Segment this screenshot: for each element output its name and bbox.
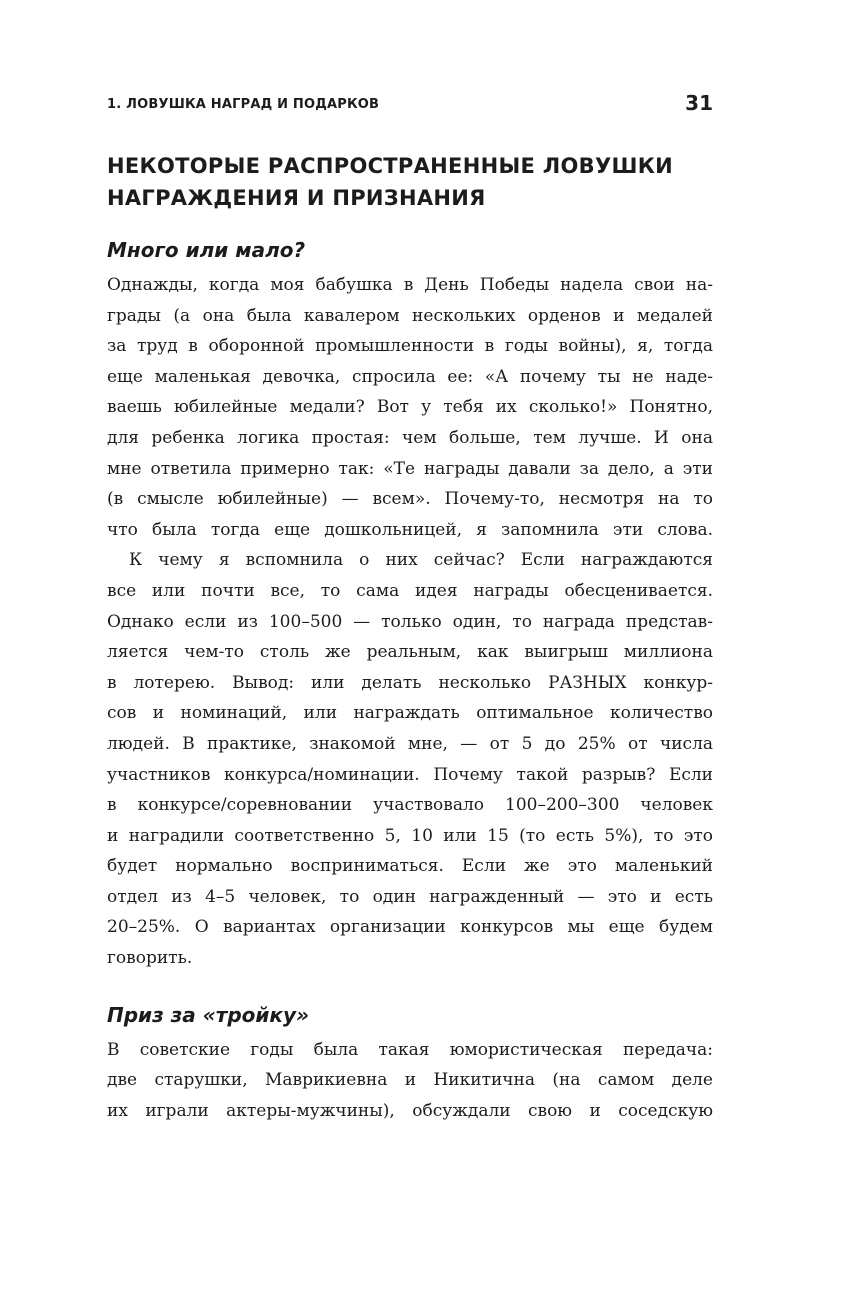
text-line: В советские годы была такая юмористическая передача: xyxy=(107,1039,713,1060)
text-line: еще маленькая девочка, спросила ее: «А почему ты не наде- xyxy=(107,366,713,387)
text-line: все или почти все, то сама идея награды обесценивается. xyxy=(107,580,713,601)
text-line: говорить. xyxy=(107,948,193,969)
text-line: Однажды, когда моя бабушка в День Победы надела свои на- xyxy=(107,275,713,295)
text-line: Однако если из 100–500 — только один, то награда представ- xyxy=(107,611,713,632)
text-line: грады (а она была кавалером нескольких орденов и медалей xyxy=(107,305,713,326)
page-number: 31 xyxy=(685,91,713,115)
paragraph xyxy=(107,1035,713,1127)
text-line: и наградили соответственно 5, 10 или 15 (то есть 5%), то это xyxy=(107,825,713,846)
text-line: что была тогда еще дошкольницей, я запомнила эти слова. xyxy=(107,519,713,540)
section-title xyxy=(107,150,713,214)
page-content xyxy=(107,150,713,1126)
text-line: две старушки, Маврикиевна и Никитична (на самом деле xyxy=(107,1070,713,1091)
text-line: ваешь юбилейные медали? Вот у тебя их сколько!» Понятно, xyxy=(107,397,713,418)
text-line: их играли актеры-мужчины), обсуждали свою и соседскую xyxy=(107,1100,713,1121)
subsection-heading-many-or-few: Много или мало? xyxy=(107,238,306,262)
text-line: для ребенка логика простая: чем больше, тем лучше. И она xyxy=(107,427,713,448)
text-line: участников конкурса/номинации. Почему такой разрыв? Если xyxy=(107,764,713,785)
running-head: 1. ЛОВУШКА НАГРАД И ПОДАРКОВ xyxy=(107,97,380,112)
text-line: отдел из 4–5 человек, то один награжденный — это и есть xyxy=(107,886,713,907)
text-line: (в смысле юбилейные) — всем». Почему-то, несмотря на то xyxy=(107,489,713,510)
text-line: 20–25%. О вариантах организации конкурсов мы еще будем xyxy=(107,917,713,938)
text-line: в конкурсе/соревновании участвовало 100–200–300 человек xyxy=(107,795,713,816)
subsection-heading-prize-for-three: Приз за «тройку» xyxy=(107,1002,310,1027)
text-line: сов и номинаций, или награждать оптимальное количество xyxy=(107,703,713,724)
text-line: будет нормально восприниматься. Если же это маленький xyxy=(107,856,713,877)
text-line: мне ответила примерно так: «Те награды давали за дело, а эти xyxy=(107,458,713,479)
paragraph xyxy=(107,545,713,973)
text-line: за труд в оборонной промышленности в годы войны), я, тогда xyxy=(107,336,713,357)
text-line: людей. В практике, знакомой мне, — от 5 до 25% от числа xyxy=(107,733,713,754)
text-line: К чему я вспомнила о них сейчас? Если награждаются xyxy=(129,550,713,571)
paragraph xyxy=(107,270,713,545)
section-title-line: НЕКОТОРЫЕ РАСПРОСТРАНЕННЫЕ ЛОВУШКИ xyxy=(107,154,674,178)
section-title-line: НАГРАЖДЕНИЯ И ПРИЗНАНИЯ xyxy=(107,186,486,210)
text-line: в лотерею. Вывод: или делать несколько РАЗНЫХ конкур- xyxy=(107,672,713,693)
section-spacer xyxy=(107,974,713,1000)
text-line: ляется чем-то столь же реальным, как выигрыш миллиона xyxy=(107,642,713,663)
